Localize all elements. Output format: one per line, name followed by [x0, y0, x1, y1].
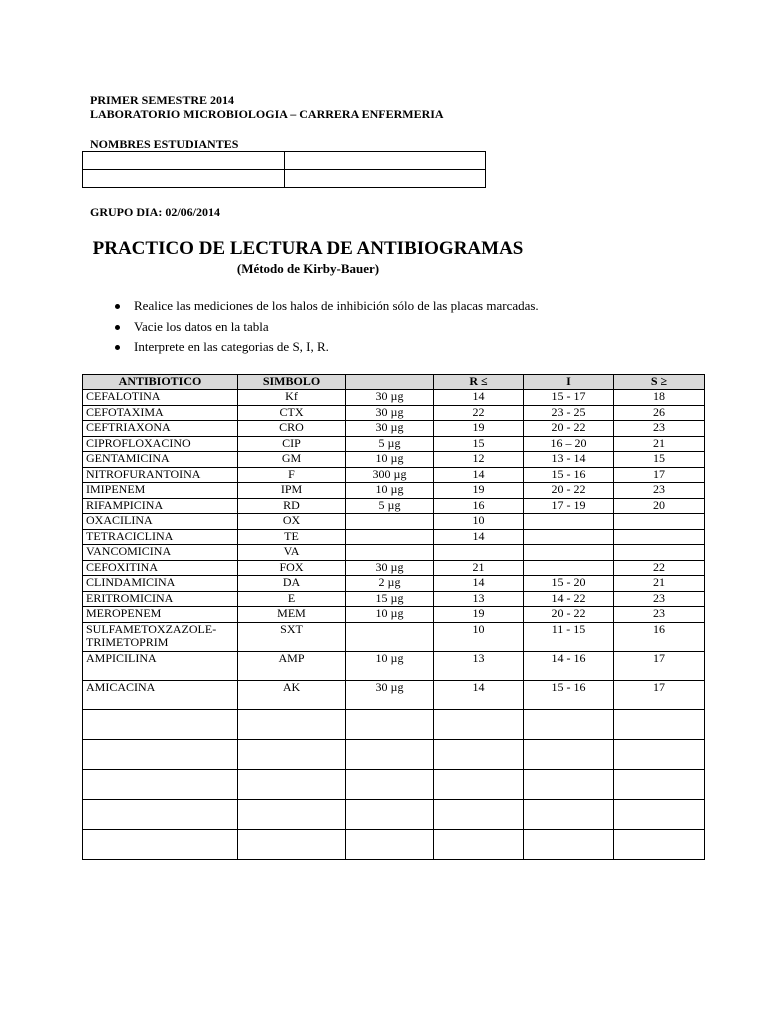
- empty-cell[interactable]: [434, 769, 524, 799]
- antibiotic-dose-cell: 10 µg: [346, 651, 434, 680]
- antibiotic-name-cell: CIPROFLOXACINO: [83, 436, 238, 452]
- antibiotic-symbol-cell: MEM: [238, 607, 346, 623]
- antibiotic-symbol-cell: CTX: [238, 405, 346, 421]
- antibiotic-dose-cell: 300 µg: [346, 467, 434, 483]
- intermediate-value-cell: 23 - 25: [524, 405, 614, 421]
- resistant-value-cell: 19: [434, 607, 524, 623]
- antibiotic-name-cell: VANCOMICINA: [83, 545, 238, 561]
- col-header-intermediate: I: [524, 375, 614, 390]
- resistant-value-cell: 22: [434, 405, 524, 421]
- table-row: [83, 421, 705, 437]
- instruction-item: Vacie los datos en la tabla: [112, 317, 539, 338]
- susceptible-value-cell: 21: [614, 576, 705, 592]
- intermediate-value-cell: 14 - 16: [524, 651, 614, 680]
- empty-cell[interactable]: [83, 799, 238, 829]
- table-row: [83, 680, 705, 709]
- intermediate-value-cell: 13 - 14: [524, 452, 614, 468]
- antibiotic-name-cell: TETRACICLINA: [83, 529, 238, 545]
- table-row: [83, 514, 705, 530]
- susceptible-value-cell: 23: [614, 483, 705, 499]
- resistant-value-cell: 14: [434, 529, 524, 545]
- empty-cell[interactable]: [524, 829, 614, 859]
- empty-cell[interactable]: [614, 799, 705, 829]
- empty-cell[interactable]: [524, 739, 614, 769]
- antibiotic-symbol-cell: Kf: [238, 390, 346, 406]
- semester-heading: PRIMER SEMESTRE 2014: [90, 93, 235, 107]
- antibiotic-dose-cell: 30 µg: [346, 405, 434, 421]
- student-name-cell[interactable]: [83, 170, 285, 188]
- empty-cell[interactable]: [83, 829, 238, 859]
- col-header-simbolo: SIMBOLO: [238, 375, 346, 390]
- empty-cell[interactable]: [346, 709, 434, 739]
- empty-cell[interactable]: [83, 709, 238, 739]
- antibiotic-symbol-cell: IPM: [238, 483, 346, 499]
- antibiotic-name-cell: IMIPENEM: [83, 483, 238, 499]
- susceptible-value-cell: [614, 514, 705, 530]
- table-row: [83, 452, 705, 468]
- student-names-table: [82, 151, 486, 188]
- empty-table-row: [83, 829, 705, 859]
- empty-cell[interactable]: [524, 769, 614, 799]
- resistant-value-cell: 21: [434, 560, 524, 576]
- antibiotic-name-cell: CEFALOTINA: [83, 390, 238, 406]
- students-label: NOMBRES ESTUDIANTES: [90, 137, 239, 151]
- antibiotic-name-cell: RIFAMPICINA: [83, 498, 238, 514]
- intermediate-value-cell: [524, 560, 614, 576]
- table-row: [83, 529, 705, 545]
- antibiotic-symbol-cell: CIP: [238, 436, 346, 452]
- antibiotic-dose-cell: 15 µg: [346, 591, 434, 607]
- table-header-row: [83, 375, 705, 390]
- antibiotic-dose-cell: 5 µg: [346, 498, 434, 514]
- resistant-value-cell: 12: [434, 452, 524, 468]
- antibiotic-name-cell: NITROFURANTOINA: [83, 467, 238, 483]
- empty-cell[interactable]: [238, 709, 346, 739]
- empty-cell[interactable]: [524, 709, 614, 739]
- antibiotic-symbol-cell: TE: [238, 529, 346, 545]
- intermediate-value-cell: 20 - 22: [524, 421, 614, 437]
- susceptible-value-cell: 21: [614, 436, 705, 452]
- table-row: [83, 390, 705, 406]
- empty-cell[interactable]: [434, 739, 524, 769]
- antibiotic-symbol-cell: FOX: [238, 560, 346, 576]
- intermediate-value-cell: [524, 545, 614, 561]
- resistant-value-cell: 16: [434, 498, 524, 514]
- empty-cell[interactable]: [614, 769, 705, 799]
- antibiotic-name-cell: ERITROMICINA: [83, 591, 238, 607]
- antibiotic-dose-cell: 30 µg: [346, 421, 434, 437]
- empty-cell[interactable]: [524, 799, 614, 829]
- table-row: [83, 622, 705, 651]
- antibiotic-symbol-cell: SXT: [238, 622, 346, 651]
- student-names-row: [83, 170, 486, 188]
- student-name-cell[interactable]: [83, 152, 285, 170]
- antibiotic-dose-cell: [346, 514, 434, 530]
- antibiotic-name-cell: MEROPENEM: [83, 607, 238, 623]
- empty-cell[interactable]: [83, 739, 238, 769]
- antibiotic-dose-cell: 30 µg: [346, 390, 434, 406]
- resistant-value-cell: 15: [434, 436, 524, 452]
- antibiotic-symbol-cell: E: [238, 591, 346, 607]
- table-row: [83, 576, 705, 592]
- antibiotic-symbol-cell: DA: [238, 576, 346, 592]
- susceptible-value-cell: 17: [614, 680, 705, 709]
- antibiotic-symbol-cell: F: [238, 467, 346, 483]
- intermediate-value-cell: 16 – 20: [524, 436, 614, 452]
- susceptible-value-cell: 18: [614, 390, 705, 406]
- lab-heading: LABORATORIO MICROBIOLOGIA – CARRERA ENFERMERIA: [90, 107, 444, 121]
- antibiotic-name-cell: AMPICILINA: [83, 651, 238, 680]
- table-row: [83, 591, 705, 607]
- susceptible-value-cell: 20: [614, 498, 705, 514]
- antibiotic-symbol-cell: RD: [238, 498, 346, 514]
- antibiotic-name-cell: CEFTRIAXONA: [83, 421, 238, 437]
- antibiotic-symbol-cell: AMP: [238, 651, 346, 680]
- antibiotic-name-cell: CLINDAMICINA: [83, 576, 238, 592]
- student-names-row: [83, 152, 486, 170]
- table-row: [83, 483, 705, 499]
- resistant-value-cell: 19: [434, 421, 524, 437]
- susceptible-value-cell: 22: [614, 560, 705, 576]
- susceptible-value-cell: 23: [614, 591, 705, 607]
- susceptible-value-cell: 15: [614, 452, 705, 468]
- empty-cell[interactable]: [434, 709, 524, 739]
- empty-cell[interactable]: [238, 799, 346, 829]
- student-name-cell[interactable]: [284, 152, 486, 170]
- col-header-resistant: R ≤: [434, 375, 524, 390]
- resistant-value-cell: [434, 545, 524, 561]
- instruction-item: Realice las mediciones de los halos de inhibición sólo de las placas marcadas.: [112, 296, 539, 317]
- empty-table-row: [83, 799, 705, 829]
- antibiotic-dose-cell: 10 µg: [346, 607, 434, 623]
- group-date: GRUPO DIA: 02/06/2014: [90, 205, 220, 219]
- susceptible-value-cell: 17: [614, 651, 705, 680]
- antibiotic-dose-cell: 10 µg: [346, 452, 434, 468]
- empty-cell[interactable]: [434, 799, 524, 829]
- table-row: [83, 405, 705, 421]
- empty-table-row: [83, 739, 705, 769]
- intermediate-value-cell: 15 - 17: [524, 390, 614, 406]
- col-header-antibiotico: ANTIBIOTICO: [83, 375, 238, 390]
- resistant-value-cell: 14: [434, 576, 524, 592]
- resistant-value-cell: 13: [434, 591, 524, 607]
- susceptible-value-cell: 23: [614, 421, 705, 437]
- susceptible-value-cell: [614, 529, 705, 545]
- empty-cell[interactable]: [238, 769, 346, 799]
- empty-cell[interactable]: [346, 769, 434, 799]
- antibiotic-dose-cell: [346, 545, 434, 561]
- intermediate-value-cell: [524, 514, 614, 530]
- susceptible-value-cell: 16: [614, 622, 705, 651]
- antibiotic-dose-cell: [346, 622, 434, 651]
- col-header-dose: [346, 375, 434, 390]
- intermediate-value-cell: 15 - 20: [524, 576, 614, 592]
- empty-cell[interactable]: [238, 829, 346, 859]
- intermediate-value-cell: 20 - 22: [524, 483, 614, 499]
- col-header-susceptible: S ≥: [614, 375, 705, 390]
- antibiotic-name-cell: CEFOTAXIMA: [83, 405, 238, 421]
- resistant-value-cell: 10: [434, 622, 524, 651]
- table-row: [83, 607, 705, 623]
- antibiotic-dose-cell: 5 µg: [346, 436, 434, 452]
- empty-table-row: [83, 709, 705, 739]
- antibiotic-symbol-cell: AK: [238, 680, 346, 709]
- antibiotic-symbol-cell: OX: [238, 514, 346, 530]
- antibiotic-dose-cell: 30 µg: [346, 680, 434, 709]
- antibiotic-name-cell: GENTAMICINA: [83, 452, 238, 468]
- antibiotic-name-cell: OXACILINA: [83, 514, 238, 530]
- susceptible-value-cell: 17: [614, 467, 705, 483]
- empty-cell[interactable]: [346, 829, 434, 859]
- table-row: [83, 436, 705, 452]
- page-title: PRACTICO DE LECTURA DE ANTIBIOGRAMAS: [92, 238, 524, 259]
- antibiotic-name-cell: AMICACINA: [83, 680, 238, 709]
- student-name-cell[interactable]: [284, 170, 486, 188]
- antibiogram-table: [82, 374, 705, 860]
- empty-cell[interactable]: [346, 799, 434, 829]
- instructions-list: [112, 296, 539, 358]
- empty-cell[interactable]: [83, 769, 238, 799]
- intermediate-value-cell: 11 - 15: [524, 622, 614, 651]
- intermediate-value-cell: [524, 529, 614, 545]
- empty-cell[interactable]: [614, 709, 705, 739]
- susceptible-value-cell: [614, 545, 705, 561]
- resistant-value-cell: 14: [434, 680, 524, 709]
- resistant-value-cell: 10: [434, 514, 524, 530]
- empty-cell[interactable]: [238, 739, 346, 769]
- antibiotic-dose-cell: 30 µg: [346, 560, 434, 576]
- antibiotic-dose-cell: [346, 529, 434, 545]
- table-row: [83, 467, 705, 483]
- empty-cell[interactable]: [614, 739, 705, 769]
- intermediate-value-cell: 15 - 16: [524, 680, 614, 709]
- table-row: [83, 545, 705, 561]
- empty-cell[interactable]: [434, 829, 524, 859]
- intermediate-value-cell: 15 - 16: [524, 467, 614, 483]
- intermediate-value-cell: 20 - 22: [524, 607, 614, 623]
- antibiotic-name-cell: SULFAMETOXZAZOLE- TRIMETOPRIM: [83, 622, 238, 651]
- resistant-value-cell: 19: [434, 483, 524, 499]
- resistant-value-cell: 14: [434, 390, 524, 406]
- table-row: [83, 560, 705, 576]
- resistant-value-cell: 13: [434, 651, 524, 680]
- susceptible-value-cell: 23: [614, 607, 705, 623]
- susceptible-value-cell: 26: [614, 405, 705, 421]
- antibiotic-dose-cell: 2 µg: [346, 576, 434, 592]
- intermediate-value-cell: 17 - 19: [524, 498, 614, 514]
- empty-cell[interactable]: [346, 739, 434, 769]
- empty-cell[interactable]: [614, 829, 705, 859]
- table-row: [83, 651, 705, 680]
- antibiotic-name-cell: CEFOXITINA: [83, 560, 238, 576]
- antibiotic-symbol-cell: CRO: [238, 421, 346, 437]
- antibiotic-symbol-cell: VA: [238, 545, 346, 561]
- intermediate-value-cell: 14 - 22: [524, 591, 614, 607]
- page-subtitle: (Método de Kirby-Bauer): [236, 261, 380, 276]
- table-row: [83, 498, 705, 514]
- antibiotic-symbol-cell: GM: [238, 452, 346, 468]
- instruction-item: Interprete en las categorias de S, I, R.: [112, 337, 539, 358]
- resistant-value-cell: 14: [434, 467, 524, 483]
- empty-table-row: [83, 769, 705, 799]
- antibiotic-dose-cell: 10 µg: [346, 483, 434, 499]
